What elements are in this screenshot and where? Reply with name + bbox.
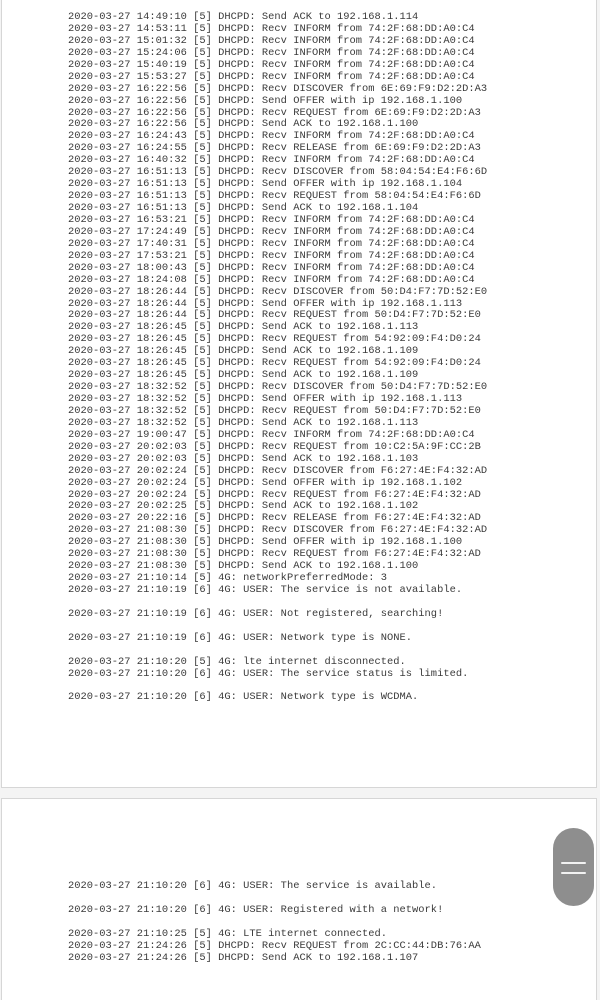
log-line: 2020-03-27 18:26:45 [5] DHCPD: Recv REQUEST from 54:92:09:F4:D0:24 xyxy=(68,357,481,370)
log-line: 2020-03-27 17:53:21 [5] DHCPD: Recv INFORM from 74:2F:68:DD:A0:C4 xyxy=(68,249,475,262)
system-log-text-continued xyxy=(68,881,481,965)
log-line: 2020-03-27 21:10:19 [6] 4G: USER: Network type is NONE. xyxy=(68,631,413,644)
log-line: 2020-03-27 18:26:45 [5] DHCPD: Send ACK to 192.168.1.113 xyxy=(68,321,419,334)
log-line: 2020-03-27 16:22:56 [5] DHCPD: Recv REQUEST from 6E:69:F9:D2:2D:A3 xyxy=(68,106,481,119)
log-line: 2020-03-27 18:26:44 [5] DHCPD: Send OFFER with ip 192.168.1.113 xyxy=(68,297,463,310)
log-line: 2020-03-27 17:40:31 [5] DHCPD: Recv INFORM from 74:2F:68:DD:A0:C4 xyxy=(68,237,475,250)
log-line: 2020-03-27 15:40:19 [5] DHCPD: Recv INFORM from 74:2F:68:DD:A0:C4 xyxy=(68,58,475,71)
log-blank-line xyxy=(68,621,487,633)
log-line: 2020-03-27 15:24:06 [5] DHCPD: Recv INFORM from 74:2F:68:DD:A0:C4 xyxy=(68,46,475,59)
log-line: 2020-03-27 16:53:21 [5] DHCPD: Recv INFORM from 74:2F:68:DD:A0:C4 xyxy=(68,213,475,226)
log-line: 2020-03-27 20:02:03 [5] DHCPD: Recv REQUEST from 10:C2:5A:9F:CC:2B xyxy=(68,440,481,453)
log-line: 2020-03-27 21:10:20 [5] 4G: lte internet disconnected. xyxy=(68,655,406,668)
log-line: 2020-03-27 20:02:03 [5] DHCPD: Send ACK to 192.168.1.103 xyxy=(68,452,419,465)
log-line: 2020-03-27 18:00:43 [5] DHCPD: Recv INFORM from 74:2F:68:DD:A0:C4 xyxy=(68,261,475,274)
log-line: 2020-03-27 16:40:32 [5] DHCPD: Recv INFORM from 74:2F:68:DD:A0:C4 xyxy=(68,154,475,167)
log-line: 2020-03-27 18:32:52 [5] DHCPD: Recv DISCOVER from 50:D4:F7:7D:52:E0 xyxy=(68,381,488,394)
drag-handle-button[interactable] xyxy=(553,828,594,906)
log-panel-1 xyxy=(1,0,597,788)
log-line: 2020-03-27 16:51:13 [5] DHCPD: Recv DISCOVER from 58:04:54:E4:F6:6D xyxy=(68,166,488,179)
log-line: 2020-03-27 15:01:32 [5] DHCPD: Recv INFORM from 74:2F:68:DD:A0:C4 xyxy=(68,34,475,47)
log-line: 2020-03-27 21:24:26 [5] DHCPD: Send ACK to 192.168.1.107 xyxy=(68,951,419,964)
log-line: 2020-03-27 21:10:19 [6] 4G: USER: Not registered, searching! xyxy=(68,607,444,620)
log-line: 2020-03-27 18:32:52 [5] DHCPD: Send ACK to 192.168.1.113 xyxy=(68,416,419,429)
log-line: 2020-03-27 15:53:27 [5] DHCPD: Recv INFORM from 74:2F:68:DD:A0:C4 xyxy=(68,70,475,83)
log-line: 2020-03-27 14:53:11 [5] DHCPD: Recv INFORM from 74:2F:68:DD:A0:C4 xyxy=(68,22,475,35)
system-log-text xyxy=(68,12,487,704)
log-line: 2020-03-27 18:26:44 [5] DHCPD: Recv DISCOVER from 50:D4:F7:7D:52:E0 xyxy=(68,285,488,298)
log-line: 2020-03-27 14:49:10 [5] DHCPD: Send ACK to 192.168.1.114 xyxy=(68,11,419,23)
log-blank-line xyxy=(68,645,487,657)
log-line: 2020-03-27 21:08:30 [5] DHCPD: Send ACK to 192.168.1.100 xyxy=(68,560,419,573)
log-line: 2020-03-27 21:10:20 [6] 4G: USER: The service is available. xyxy=(68,880,438,892)
log-line: 2020-03-27 21:08:30 [5] DHCPD: Recv REQUEST from F6:27:4E:F4:32:AD xyxy=(68,548,481,561)
log-line: 2020-03-27 18:26:45 [5] DHCPD: Recv REQUEST from 54:92:09:F4:D0:24 xyxy=(68,333,481,346)
log-line: 2020-03-27 21:10:14 [5] 4G: networkPreferredMode: 3 xyxy=(68,572,388,585)
log-line: 2020-03-27 16:22:56 [5] DHCPD: Recv DISCOVER from 6E:69:F9:D2:2D:A3 xyxy=(68,82,488,95)
log-line: 2020-03-27 16:22:56 [5] DHCPD: Send ACK to 192.168.1.100 xyxy=(68,118,419,131)
drag-handle-icon xyxy=(561,872,586,874)
log-blank-line xyxy=(68,917,481,929)
log-line: 2020-03-27 20:02:25 [5] DHCPD: Send ACK to 192.168.1.102 xyxy=(68,500,419,513)
log-line: 2020-03-27 20:22:16 [5] DHCPD: Recv RELEASE from F6:27:4E:F4:32:AD xyxy=(68,512,481,525)
log-line: 2020-03-27 18:32:52 [5] DHCPD: Send OFFER with ip 192.168.1.113 xyxy=(68,393,463,405)
log-line: 2020-03-27 21:10:20 [6] 4G: USER: Registered with a network! xyxy=(68,903,444,916)
drag-handle-icon xyxy=(561,862,586,864)
log-line: 2020-03-27 16:24:43 [5] DHCPD: Recv INFORM from 74:2F:68:DD:A0:C4 xyxy=(68,130,475,143)
log-line: 2020-03-27 19:00:47 [5] DHCPD: Recv INFORM from 74:2F:68:DD:A0:C4 xyxy=(68,428,475,441)
log-line: 2020-03-27 17:24:49 [5] DHCPD: Recv INFORM from 74:2F:68:DD:A0:C4 xyxy=(68,225,475,238)
log-line: 2020-03-27 21:24:26 [5] DHCPD: Recv REQUEST from 2C:CC:44:DB:76:AA xyxy=(68,939,481,952)
log-line: 2020-03-27 21:10:19 [6] 4G: USER: The service is not available. xyxy=(68,584,463,596)
log-line: 2020-03-27 18:24:08 [5] DHCPD: Recv INFORM from 74:2F:68:DD:A0:C4 xyxy=(68,273,475,286)
log-line: 2020-03-27 16:22:56 [5] DHCPD: Send OFFER with ip 192.168.1.100 xyxy=(68,94,463,107)
log-line: 2020-03-27 18:26:45 [5] DHCPD: Send ACK to 192.168.1.109 xyxy=(68,369,419,382)
log-line: 2020-03-27 21:10:25 [5] 4G: LTE internet connected. xyxy=(68,927,388,940)
log-line: 2020-03-27 16:51:13 [5] DHCPD: Recv REQUEST from 58:04:54:E4:F6:6D xyxy=(68,190,481,203)
log-line: 2020-03-27 21:10:20 [6] 4G: USER: Network type is WCDMA. xyxy=(68,691,419,704)
log-line: 2020-03-27 16:24:55 [5] DHCPD: Recv RELEASE from 6E:69:F9:D2:2D:A3 xyxy=(68,142,481,155)
log-line: 2020-03-27 20:02:24 [5] DHCPD: Recv DISCOVER from F6:27:4E:F4:32:AD xyxy=(68,464,488,477)
log-panel-2 xyxy=(1,798,597,1000)
log-line: 2020-03-27 20:02:24 [5] DHCPD: Recv REQUEST from F6:27:4E:F4:32:AD xyxy=(68,488,481,501)
log-line: 2020-03-27 16:51:13 [5] DHCPD: Send ACK to 192.168.1.104 xyxy=(68,202,419,214)
log-line: 2020-03-27 21:08:30 [5] DHCPD: Recv DISCOVER from F6:27:4E:F4:32:AD xyxy=(68,524,488,537)
log-line: 2020-03-27 16:51:13 [5] DHCPD: Send OFFER with ip 192.168.1.104 xyxy=(68,178,463,191)
log-line: 2020-03-27 21:10:20 [6] 4G: USER: The service status is limited. xyxy=(68,667,469,680)
log-line: 2020-03-27 18:26:44 [5] DHCPD: Recv REQUEST from 50:D4:F7:7D:52:E0 xyxy=(68,309,481,322)
log-line: 2020-03-27 18:26:45 [5] DHCPD: Send ACK to 192.168.1.109 xyxy=(68,345,419,358)
log-line: 2020-03-27 21:08:30 [5] DHCPD: Send OFFER with ip 192.168.1.100 xyxy=(68,536,463,549)
log-line: 2020-03-27 20:02:24 [5] DHCPD: Send OFFER with ip 192.168.1.102 xyxy=(68,476,463,489)
log-line: 2020-03-27 18:32:52 [5] DHCPD: Recv REQUEST from 50:D4:F7:7D:52:E0 xyxy=(68,404,481,417)
